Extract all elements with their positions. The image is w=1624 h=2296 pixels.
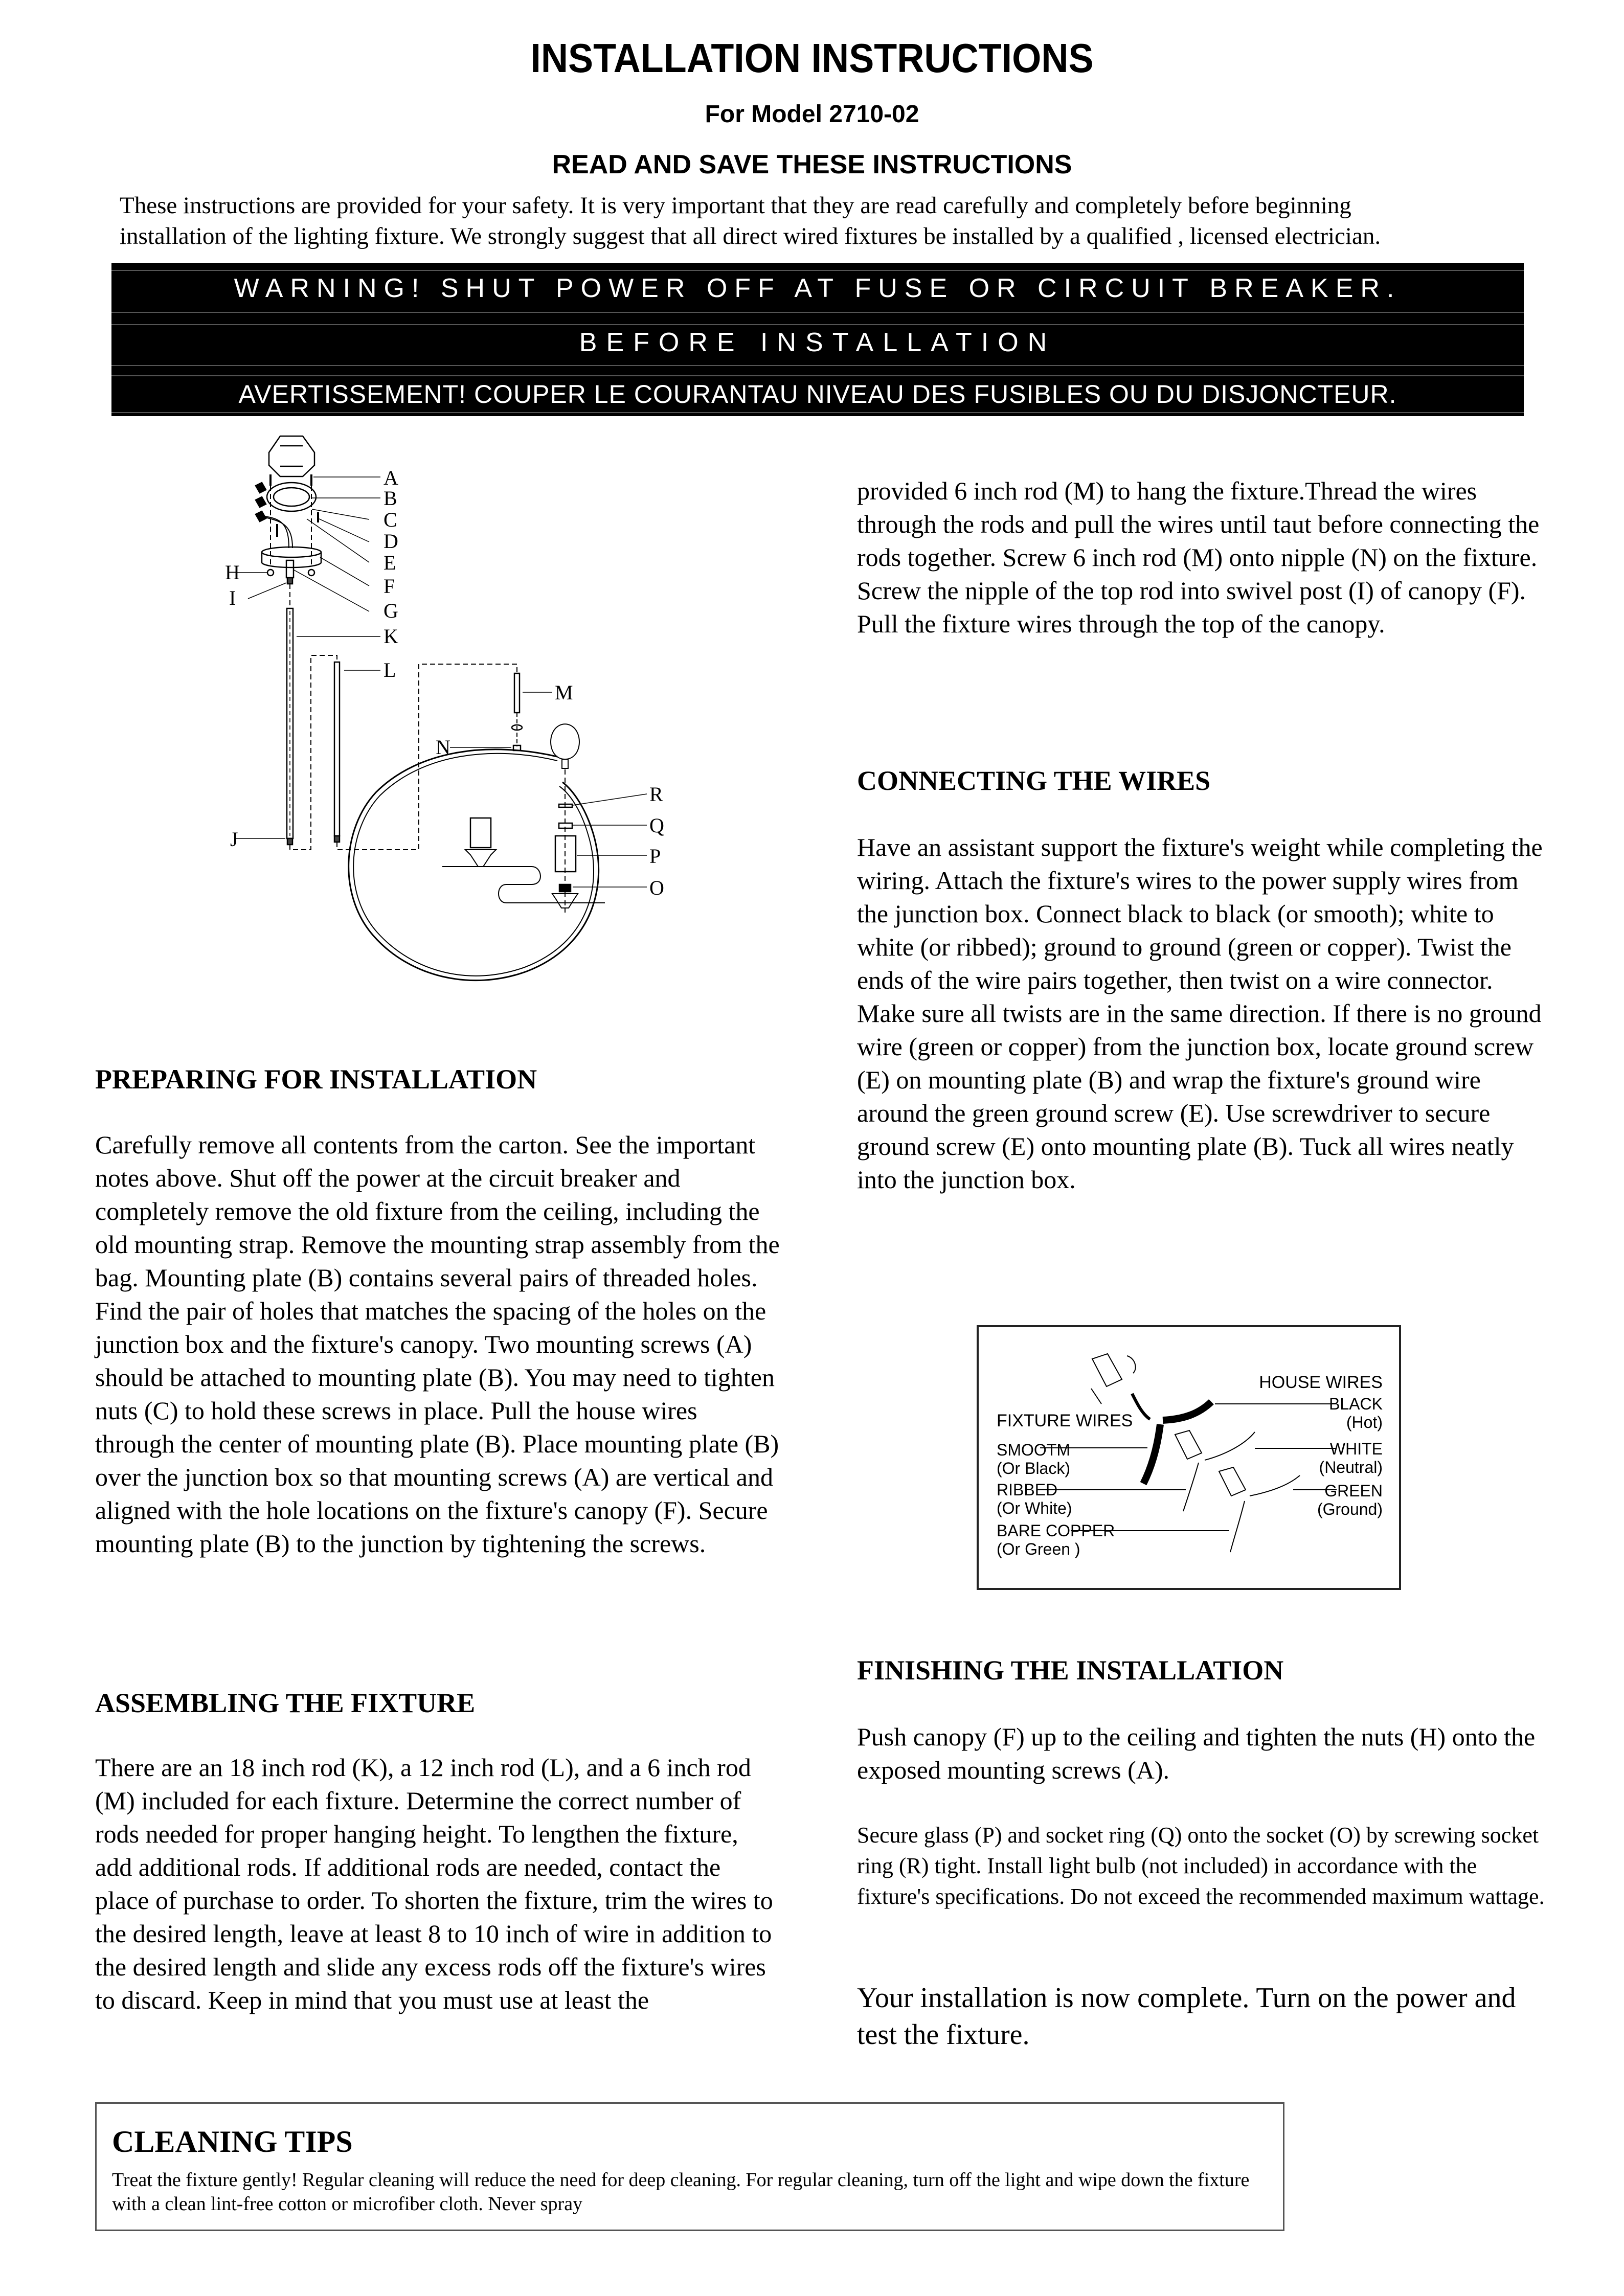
cleaning-heading: CLEANING TIPS (112, 2125, 353, 2158)
finishing-paragraph-2: Secure glass (P) and socket ring (Q) onto the socket (O) by screwing socket ring (R) tight. Install light bulb (not included) in accordance with the fixture's specifications. Do not exceed the recommended maximum wattage. (857, 1823, 1545, 1909)
label-o: O (649, 876, 664, 899)
finishing-heading: FINISHING THE INSTALLATION (857, 1655, 1284, 1686)
wire-connector-icon (256, 511, 266, 521)
label-a: A (384, 466, 398, 489)
glass-shade (470, 818, 491, 848)
twist-arrow-icon (1127, 1356, 1136, 1373)
assembling-body: There are an 18 inch rod (K), a 12 inch rod (L), and a 6 inch rod (M) included for each fixture. Determine the correct number of rods needed for proper hanging height. To lengthen the fixture, add additional rods. If additional rods are needed, contact the place of purchase to order. To shorten the fixture, trim the wires to the desired length, leave at least 8 to 10 inch of wire in addition to the desired length and slide any excess rods off the fixture's wires to discard. Keep in mind that you must use at least the (95, 1753, 773, 2014)
fixture-ring (349, 749, 599, 981)
assembling-continued: provided 6 inch rod (M) to hang the fixture.Thread the wires through the rods and pull the wires until taut before connecting the rods together. Screw 6 inch rod (M) onto nipple (N) on the fixture. Screw the nipple of the top rod into swivel post (I) of canopy (F). Pull the fixture wires through the top of the canopy. (857, 476, 1540, 638)
warning-banner (111, 263, 1524, 416)
label-p: P (649, 845, 661, 868)
label-f: F (384, 575, 395, 598)
rod-6-inch (514, 673, 520, 713)
house-wire-black: BLACK (Hot) (1329, 1395, 1383, 1431)
label-e: E (384, 551, 396, 574)
label-j: J (230, 828, 238, 851)
preparing-heading: PREPARING FOR INSTALLATION (95, 1064, 537, 1095)
nipple (287, 578, 292, 584)
assembling-heading: ASSEMBLING THE FIXTURE (95, 1688, 476, 1718)
house-black-wire (1163, 1402, 1211, 1420)
leader-lines (235, 477, 647, 887)
house-wire-white: WHITE (Neutral) (1319, 1440, 1383, 1476)
fixture-wires-label: FIXTURE WIRES (997, 1411, 1133, 1430)
wire-connector-icon (1092, 1354, 1122, 1386)
model-number: For Model 2710-02 (705, 101, 919, 128)
label-h: H (225, 561, 240, 584)
fixture-wire-bare-copper: BARE COPPER (Or Green ) (997, 1521, 1115, 1558)
label-m: M (555, 681, 573, 704)
wire-connector-icon (256, 497, 266, 507)
intro-line: These instructions are provided for your safety. It is very important that they are read carefully and completely before beginning (120, 192, 1351, 219)
nut (308, 570, 314, 576)
swivel-post (286, 560, 294, 578)
rod-12-inch (334, 662, 340, 836)
fixture-wire-ribbed: RIBBED (Or White) (997, 1481, 1072, 1517)
fixture-wire-smooth: SMOOTM (Or Black) (997, 1441, 1070, 1477)
label-g: G (384, 599, 398, 622)
wire-connector-icon (1175, 1430, 1202, 1459)
connecting-heading: CONNECTING THE WIRES (857, 765, 1211, 796)
exploded-parts-diagram (205, 435, 767, 1063)
cleaning-body: Treat the fixture gently! Regular cleaning will reduce the need for deep cleaning. For regular cleaning, turn off the light and wipe down the fixture with a clean lint-free cotton or microfiber cloth. Never spray (112, 2169, 1250, 2215)
house-wire-green: GREEN (Ground) (1317, 1482, 1383, 1518)
document-title: INSTALLATION INSTRUCTIONS (530, 35, 1094, 81)
down-arrow-icon (1091, 1389, 1101, 1404)
wire-connector-icon (1219, 1467, 1246, 1496)
nut (267, 570, 274, 576)
light-bulb-icon (551, 724, 579, 768)
label-k: K (384, 625, 398, 648)
intro-line: installation of the lighting fixture. We strongly suggest that all direct wired fixtures be installed by a qualified , licensed electrician. (120, 223, 1381, 249)
junction-box (269, 436, 314, 476)
label-c: C (384, 508, 397, 531)
label-r: R (649, 783, 663, 806)
warning-french: AVERTISSEMENT! COUPER LE COURANTAU NIVEAU DES FUSIBLES OU DU DISJONCTEUR. (238, 380, 1397, 408)
finishing-paragraph-1: Push canopy (F) up to the ceiling and tighten the nuts (H) onto the exposed mounting screws (A). (857, 1722, 1536, 1784)
label-b: B (384, 487, 397, 510)
intro-paragraph (120, 190, 1531, 252)
wire-connector-icon (256, 483, 266, 493)
house-wires-label: HOUSE WIRES (1259, 1373, 1383, 1392)
socket-o (559, 884, 571, 892)
label-n: N (436, 736, 450, 759)
wiring-diagram (977, 1325, 1401, 1590)
connecting-body: Have an assistant support the fixture's weight while completing the wiring. Attach the fixture's wires to the power supply wires from the junction box. Connect black to black (or smooth); white to white (or ribbed); ground to ground (green or copper). Twist the ends of the wire pairs together, then twist on a wire connector. Make sure all twists are in the same direction. If there is no ground wire (green or copper) from the junction box, locate ground screw (E) on mounting plate (B) and wrap the fixture's ground wire around the green ground screw (E). Use screwdriver to secure ground screw (E) onto mounting plate (B). Tuck all wires neatly into the junction box. (857, 833, 1543, 1194)
cleaning-tips-box (95, 2102, 1284, 2231)
completion-message: Your installation is now complete. Turn on the power and test the fixture. (857, 1982, 1516, 2051)
label-q: Q (649, 814, 664, 837)
label-i: I (229, 586, 236, 609)
warning-before-installation: BEFORE INSTALLATION (579, 328, 1056, 357)
label-l: L (384, 658, 396, 681)
read-save-notice: READ AND SAVE THESE INSTRUCTIONS (552, 150, 1072, 179)
warning-english: WARNING! SHUT POWER OFF AT FUSE OR CIRCUIT BREAKER. (234, 274, 1402, 303)
preparing-body: Carefully remove all contents from the carton. See the important notes above. Shut off the power at the circuit breaker and completely remove the old fixture from the ceiling, including the old mounting strap. Remove the mounting strap assembly from the bag. Mounting plate (B) contains several pairs of threaded holes. Find the pair of holes that matches the spacing of the holes on the junction box and the fixture's canopy. Two mounting screws (A) should be attached to mounting plate (B). You may need to tighten nuts (C) to hold these screws in place. Pull the house wires through the center of mounting plate (B). Place mounting plate (B) over the junction box so that mounting screws (A) are vertical and aligned with the hole locations on the fixture's canopy (F). Secure mounting plate (B) to the junction by tightening the screws. (95, 1130, 780, 1558)
fixture-smooth-wire (1143, 1424, 1160, 1484)
label-d: D (384, 530, 398, 553)
mounting-plate (267, 483, 316, 511)
